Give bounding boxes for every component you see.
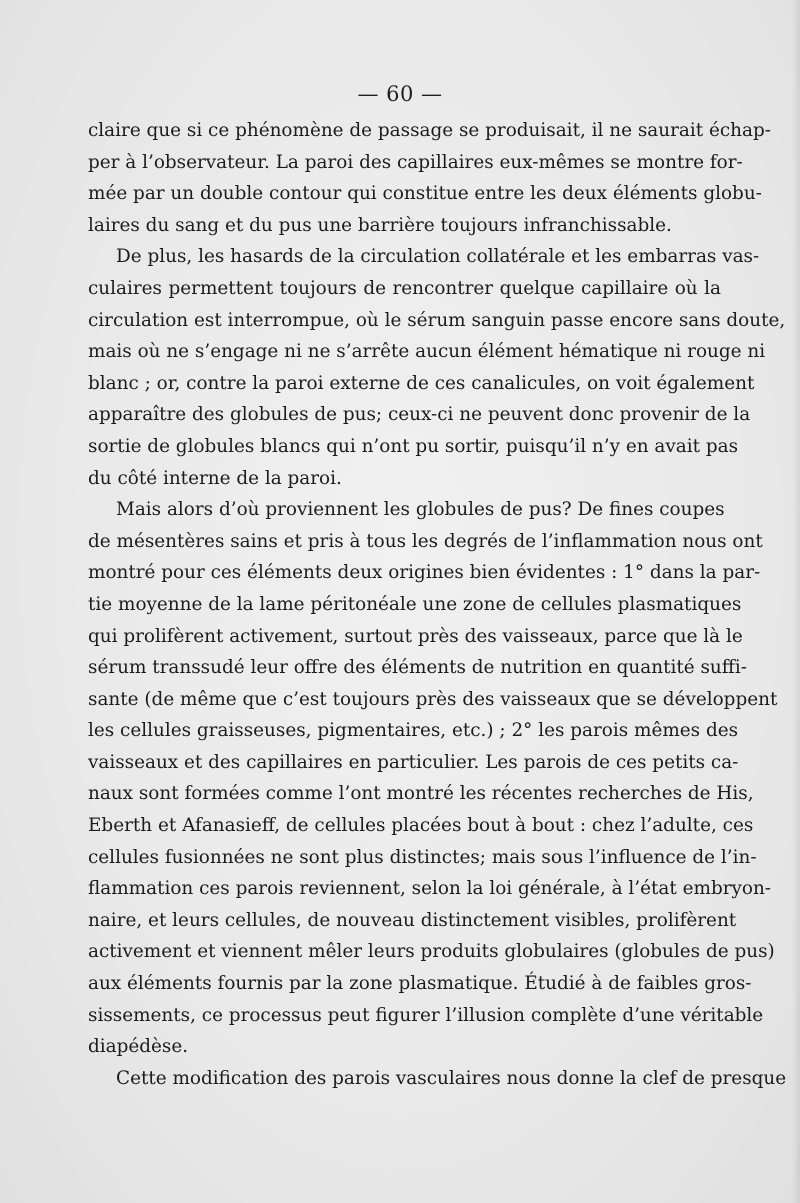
text-line: Mais alors d’où proviennent les globules de pus? De fines coupes <box>116 499 725 521</box>
text-line: Eberth et Afanasieff, de cellules placées bout à bout : chez l’adulte, ces <box>88 815 754 837</box>
text-line: vaisseaux et des capillaires en particulier. Les parois de ces petits ca- <box>88 751 739 773</box>
text-line: circulation est interrompue, où le sérum sanguin passe encore sans doute, <box>88 309 786 331</box>
text-line: De plus, les hasards de la circulation collatérale et les embarras vas- <box>116 246 760 268</box>
paragraph-2 <box>88 241 786 494</box>
text-line: claire que si ce phénomène de passage se produisait, il ne saurait échap- <box>88 120 771 141</box>
text-line: tie moyenne de la lame péritonéale une zone de cellules plasmatiques <box>88 593 742 615</box>
text-line: sortie de globules blancs qui n’ont pu sortir, puisqu’il n’y en avait pas <box>88 435 739 457</box>
text-line: cellules fusionnées ne sont plus distinctes; mais sous l’influence de l’in- <box>88 846 757 868</box>
page-number: — 60 — <box>357 82 443 106</box>
paragraph-1 <box>88 115 771 241</box>
text-line: activement et viennent mêler leurs produits globulaires (globules de pus) <box>88 941 775 963</box>
text-line: diapédèse. <box>88 1036 189 1058</box>
paragraph-4 <box>88 1063 787 1095</box>
text-line: montré pour ces éléments deux origines bien évidentes : 1° dans la par- <box>88 562 761 584</box>
text-line: mée par un double contour qui constitue entre les deux éléments globu- <box>88 183 762 205</box>
text-line: sante (de même que c’est toujours près des vaisseaux que se développent <box>88 688 778 710</box>
text-line: naire, et leurs cellules, de nouveau distinctement visibles, prolifèrent <box>88 909 737 931</box>
text-line: sérum transsudé leur offre des éléments de nutrition en quantité suffi- <box>88 657 747 679</box>
text-line: per à l’observateur. La paroi des capillaires eux-mêmes se montre for- <box>88 151 743 173</box>
text-line: apparaître des globules de pus; ceux-ci ne peuvent donc provenir de la <box>88 404 751 426</box>
text-line: naux sont formées comme l’ont montré les récentes recherches de His, <box>88 783 754 805</box>
body-text <box>88 115 787 1094</box>
text-line: qui prolifèrent activement, surtout près des vaisseaux, parce que là le <box>88 625 743 647</box>
text-line: blanc ; or, contre la paroi externe de ces canalicules, on voit également <box>88 372 755 394</box>
text-line: sissements, ce processus peut figurer l’illusion complète d’une véritable <box>88 1004 764 1026</box>
text-line: du côté interne de la paroi. <box>88 467 342 489</box>
text-line: mais où ne s’engage ni ne s’arrête aucun élément hématique ni rouge ni <box>88 341 766 363</box>
paragraph-3 <box>88 494 778 1063</box>
text-line: aux éléments fournis par la zone plasmatique. Étudié à de faibles gros- <box>88 973 752 995</box>
text-line: laires du sang et du pus une barrière toujours infranchissable. <box>88 214 672 236</box>
text-line: flammation ces parois reviennent, selon la loi générale, à l’état embryon- <box>88 878 772 900</box>
text-line: Cette modification des parois vasculaires nous donne la clef de presque <box>116 1067 787 1089</box>
text-line: les cellules graisseuses, pigmentaires, etc.) ; 2° les parois mêmes des <box>88 720 739 742</box>
text-line: de mésentères sains et pris à tous les degrés de l’inflammation nous ont <box>88 530 763 552</box>
page-edge-shadow <box>792 0 800 1203</box>
text-line: culaires permettent toujours de rencontrer quelque capillaire où la <box>88 277 721 299</box>
